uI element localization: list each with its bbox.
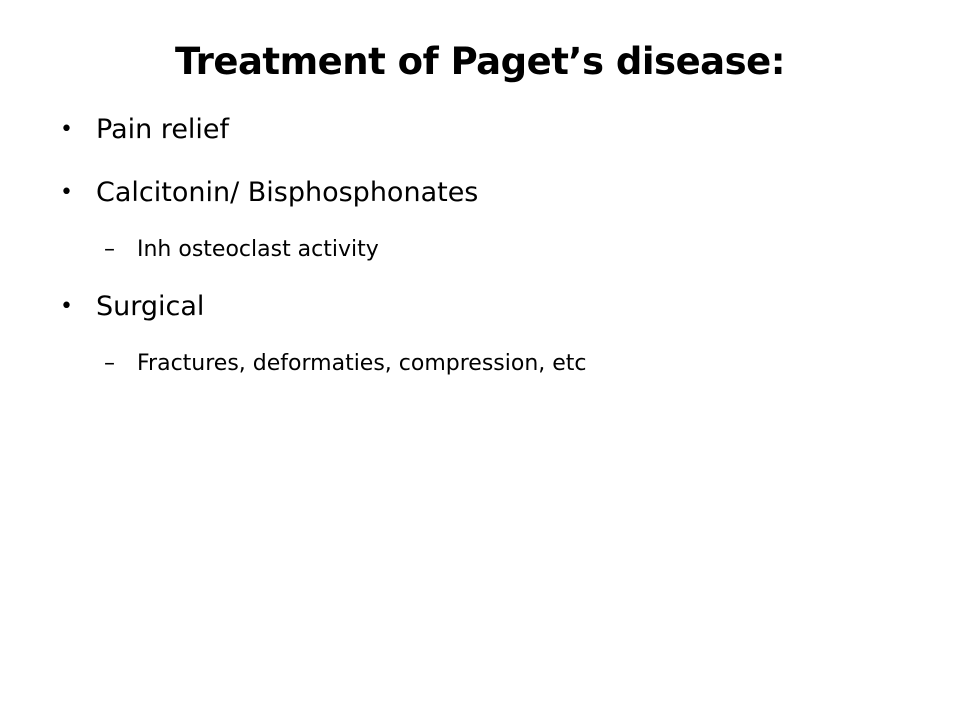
- bullet-marker: •: [60, 117, 73, 142]
- dash-marker: –: [104, 351, 115, 376]
- bullet-text: Calcitonin/ Bisphosphonates: [96, 177, 479, 208]
- bullet-marker: •: [60, 294, 73, 319]
- sub-item-fractures: [104, 349, 587, 379]
- bullet-marker: •: [60, 180, 73, 205]
- bullet-text: Surgical: [96, 291, 205, 322]
- bullet-text: Pain relief: [96, 114, 230, 145]
- sub-item-text: Fractures, deformaties, compression, etc: [137, 351, 587, 376]
- slide-title: Treatment of Paget’s disease:: [174, 40, 786, 83]
- bullet-item-surgical: [60, 289, 205, 325]
- sub-item-inh-osteoclast: [104, 235, 379, 265]
- bullet-item-pain-relief: [60, 112, 230, 148]
- sub-item-text: Inh osteoclast activity: [137, 237, 379, 262]
- dash-marker: –: [104, 237, 115, 262]
- bullet-item-calcitonin: [60, 175, 479, 211]
